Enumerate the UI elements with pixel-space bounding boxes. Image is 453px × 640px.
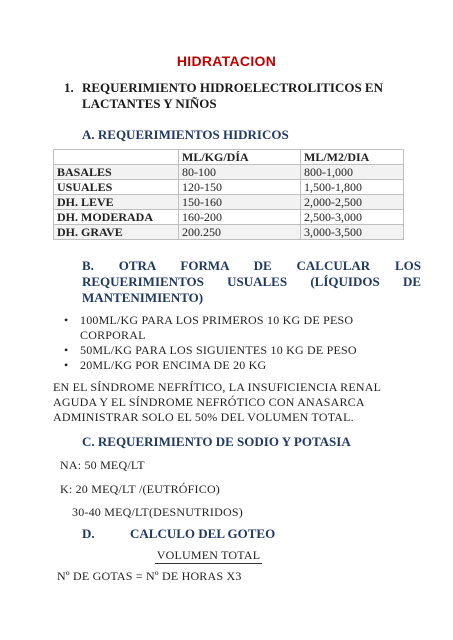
table-row (54, 165, 404, 180)
table-header-cell: ML/M2/DIA (301, 150, 404, 165)
table-cell: 2,000-2,500 (301, 195, 404, 210)
list-item-text: 100ML/KG PARA LOS PRIMEROS 10 KG DE PESO (80, 313, 354, 327)
table-cell: 120-150 (179, 180, 301, 195)
table-header-row (54, 150, 404, 165)
note-line-1: EN EL SÍNDROME NEFRÍTICO, LA INSUFICIENCIA RENAL (53, 380, 382, 394)
table-cell: 80-100 (179, 165, 301, 180)
table-row-label: DH. MODERADA (54, 210, 179, 225)
section-c-heading: C. REQUERIMIENTO DE SODIO Y POTASIA (82, 434, 351, 449)
list-item-text-continued: CORPORAL (80, 328, 146, 342)
bullet-icon: • (64, 313, 69, 327)
potassium-requirement-malnourished: 30-40 MEQ/LT(DESNUTRIDOS) (72, 505, 243, 519)
note-line-3: ADMINISTRAR SOLO EL 50% DEL VOLUMEN TOTAL. (53, 410, 354, 424)
section-a-heading: A. REQUERIMIENTOS HIDRICOS (82, 127, 289, 142)
sodium-requirement: NA: 50 MEQ/LT (60, 458, 145, 472)
list-item-text: 20ML/KG POR ENCIMA DE 20 KG (80, 358, 267, 372)
section-b-heading-line-3: MANTENIMIENTO) (82, 290, 204, 305)
section-d-letter: D. (82, 526, 95, 541)
table-row-label: DH. LEVE (54, 195, 179, 210)
table-cell: 160-200 (179, 210, 301, 225)
section-1-number: 1. (64, 80, 74, 95)
section-b-heading-line-2: REQUERIMIENTOS USUALES (LÍQUIDOS DE (82, 274, 421, 289)
section-d-heading: CALCULO DEL GOTEO (130, 526, 276, 541)
list-item (62, 313, 392, 343)
table-cell: 150-160 (179, 195, 301, 210)
formula-numerator: VOLUMEN TOTAL (156, 548, 261, 562)
potassium-requirement: K: 20 MEQ/LT /(EUTRÓFICO) (60, 482, 221, 496)
table-cell: 3,000-3,500 (301, 225, 404, 240)
table-row (54, 195, 404, 210)
drip-rate-formula: Nº DE GOTAS = Nº DE HORAS X3 (57, 569, 242, 583)
maintenance-fluids-list (62, 313, 392, 373)
bullet-icon: • (64, 358, 69, 372)
table-header-cell: ML/KG/DÍA (179, 150, 301, 165)
table-cell: 800-1,000 (301, 165, 404, 180)
section-1-heading (64, 80, 394, 112)
table-row (54, 210, 404, 225)
table-row-label: BASALES (54, 165, 179, 180)
table-row (54, 180, 404, 195)
list-item (62, 358, 392, 373)
table-cell: 1,500-1,800 (301, 180, 404, 195)
table-row-label: DH. GRAVE (54, 225, 179, 240)
table-cell: 200.250 (179, 225, 301, 240)
bullet-icon: • (64, 343, 69, 357)
list-item (62, 343, 392, 358)
note-line-2: AGUDA Y EL SÍNDROME NEFRÓTICO CON ANASARCA (53, 395, 365, 409)
section-1-text: REQUERIMIENTO HIDROELECTROLITICOS EN LACTANTES Y NIÑOS (82, 80, 383, 111)
table-row-label: USUALES (54, 180, 179, 195)
page-title: HIDRATACION (176, 53, 277, 69)
list-item-text: 50ML/KG PARA LOS SIGUIENTES 10 KG DE PESO (80, 343, 357, 357)
table-row (54, 225, 404, 240)
water-requirements-table (53, 149, 404, 240)
table-header-cell (54, 150, 179, 165)
fraction-line (155, 563, 262, 564)
section-b-heading-line-1: B. OTRA FORMA DE CALCULAR LOS (82, 258, 421, 273)
table-cell: 2,500-3,000 (301, 210, 404, 225)
